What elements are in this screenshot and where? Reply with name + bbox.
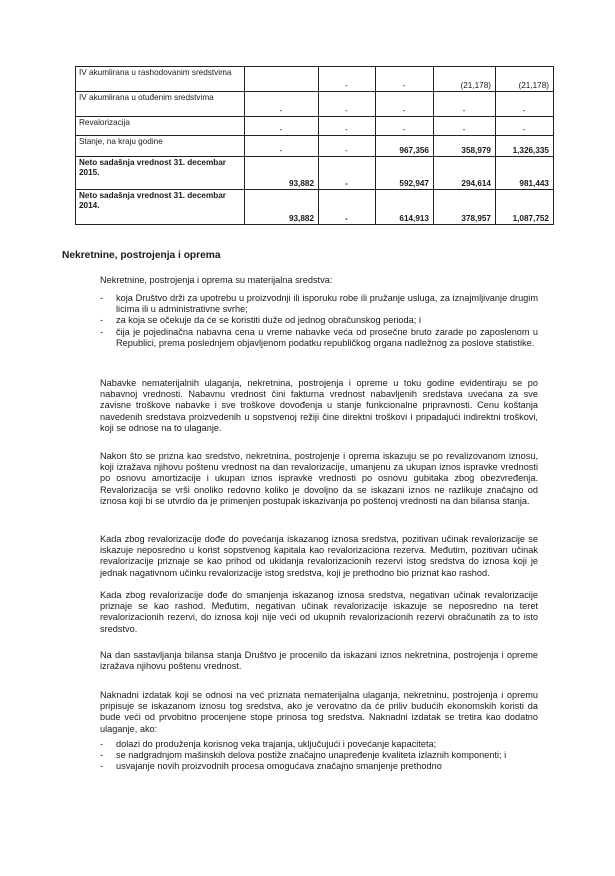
section-title: Nekretnine, postrojenja i oprema xyxy=(62,250,221,261)
table-cell: 981,443 xyxy=(496,157,554,190)
table-cell: 294,614 xyxy=(434,157,496,190)
table-cell: (21,178) xyxy=(496,67,554,92)
table-row xyxy=(76,136,554,157)
table-cell xyxy=(245,67,319,92)
table-cell: - xyxy=(319,136,376,157)
row-label: Revalorizacija xyxy=(76,117,245,136)
table-cell: 378,957 xyxy=(434,190,496,225)
table-cell: - xyxy=(434,117,496,136)
table-cell: - xyxy=(319,92,376,117)
list-item: - koja Društvo drži za upotrebu u proizvodnji ili isporuku robe ili pružanje usluga, za iznajmljivanje drugim licima ili u administrativne svrhe; xyxy=(100,293,538,315)
table-cell: - xyxy=(319,157,376,190)
list-item: - dolazi do produženja korisnog veka trajanja, uključujući i povećanje kapaciteta; xyxy=(100,739,538,750)
table-row xyxy=(76,117,554,136)
paragraph-revaluation-increase: Kada zbog revalorizacije dođe do povećanja iskazanog iznosa sredstva, pozitivan učinak revalorizacije se iskazuje neposredno u korist sopstvenog kapitala kao revalorizaciona rezerva. Međutim, pozitivan učinak revalorizacije priznaje se kao prihod od ukidanja revalorizacionih rezervi istog sredstva do iznosa koji je jednak nagativnom učinku revalorizacije istog sredstva, koji je prethodno bio priznat kao rashod. xyxy=(100,534,538,578)
table-cell: - xyxy=(376,67,434,92)
table-cell: - xyxy=(319,117,376,136)
table-cell: - xyxy=(245,117,319,136)
table-row xyxy=(76,157,554,190)
table-cell: - xyxy=(319,190,376,225)
table-cell: - xyxy=(434,92,496,117)
intro-paragraph: Nekretnine, postrojenja i oprema su materijalna sredstva: xyxy=(100,275,333,285)
list-item: - se nadgradnjom mašinskih delova postiže značajno unapređenje kvaliteta izlaznih komponenti; i xyxy=(100,750,538,761)
table-cell: 358,979 xyxy=(434,136,496,157)
table-cell: - xyxy=(496,92,554,117)
row-label: Stanje, na kraju godine xyxy=(76,136,245,157)
table-cell: 614,913 xyxy=(376,190,434,225)
table-cell: - xyxy=(376,92,434,117)
table-row xyxy=(76,92,554,117)
row-label: Neto sadašnja vrednost 31. decembar 2014. xyxy=(76,190,245,225)
criteria-list xyxy=(100,293,538,349)
paragraph-acquisitions: Nabavke nematerijalnih ulaganja, nekretnina, postrojenja i opreme u toku godine evidentiraju se po nabavnoj vrednosti. Nabavnu vrednost čini fakturna vrednost nabavljenih sredstava uvećana za sve zavisne troškove nabavke i sve troškove dovođenja u stanje funkcionalne pripravnosti. Cenu koštanja navedenih sredstava proizvedenih u sopstvenoj režiji čine direktni troškovi i pripadajući indirektni troškovi, koji se odnose na to ulaganje. xyxy=(100,378,538,433)
table-row xyxy=(76,67,554,92)
table-cell: (21,178) xyxy=(434,67,496,92)
row-label: IV akumlirana u otuđenim sredstvima xyxy=(76,92,245,117)
table-cell: 1,326,335 xyxy=(496,136,554,157)
table-cell: - xyxy=(245,92,319,117)
table-cell: - xyxy=(496,117,554,136)
paragraph-subsequent-expenditure: Naknadni izdatak koji se odnosi na već priznata nematerijalna ulaganja, nekretninu, postrojenja i opremu pripisuje se iskazanom iznosu tog sredstva, ako je verovatno da će priliv budućih ekonomskih koristi da bude veći od prvobitno procenjene stope prinosa tog sredstva. Naknadni izdatak se tretira kao dodatno ulaganje, ako: xyxy=(100,690,538,734)
table-cell: 93,882 xyxy=(245,157,319,190)
additional-investment-list xyxy=(100,739,538,773)
table-cell: 967,356 xyxy=(376,136,434,157)
table-row xyxy=(76,190,554,225)
fixed-assets-table xyxy=(75,66,554,225)
table-cell: - xyxy=(376,117,434,136)
table-cell: 592,947 xyxy=(376,157,434,190)
table-cell: - xyxy=(319,67,376,92)
paragraph-fair-value: Na dan sastavljanja bilansa stanja Društvo je procenilo da iskazani iznos nekretnina, postrojenja i opreme izražava njihovu poštenu vrednost. xyxy=(100,650,538,672)
table-cell: 1,087,752 xyxy=(496,190,554,225)
row-label: IV akumlirana u rashodovanim sredstvima xyxy=(76,67,245,92)
paragraph-revaluation-decrease: Kada zbog revalorizacije dođe do smanjenja iskazanog iznosa sredstva, negativan učinak revalorizacije priznaje se kao rashod. Međutim, negativan učinak revalorizacije iskazuje se neposredno na teret revalorizacionih rezervi, do iznosa koji nije veći od ukupnih revalorizacionih rezervi obračunatih za to isto sredstvo. xyxy=(100,590,538,634)
row-label: Neto sadašnja vrednost 31. decembar 2015. xyxy=(76,157,245,190)
table-cell: - xyxy=(245,136,319,157)
list-item: - za koja se očekuje da će se koristiti duže od jednog obračunskog perioda; i xyxy=(100,315,538,326)
table-cell: 93,882 xyxy=(245,190,319,225)
paragraph-revaluation: Nakon što se prizna kao sredstvo, nekretnina, postrojenje i oprema iskazuju se po revalizovanom iznosu, koji izražava njihovu poštenu vrednost na dan revalorizacije, umanjenu za ukupan iznos ispravke vrednosti po osnovu amortizacije i ukupan iznos ispravke vrednosti po osnovu gubitaka zbog obezvređenja. Revalorizacija se vrši onoliko redovno koliko je dovoljno da se iskazani iznos ne razlikuje značajno od iznosa koji bi se utvrdio da je primenjen postupak iskazivanja po poštenoj vrednosti na dan bilansa stanja. xyxy=(100,451,538,506)
list-item: - usvajanje novih proizvodnih procesa omogućava značajno smanjenje prethodno xyxy=(100,761,538,772)
list-item: - čija je pojedinačna nabavna cena u vreme nabavke veća od prosečne bruto zarade po zaposlenom u Republici, prema poslednjem objavljenom podatku republičkog organa nadležnog za poslove statistike. xyxy=(100,327,538,349)
